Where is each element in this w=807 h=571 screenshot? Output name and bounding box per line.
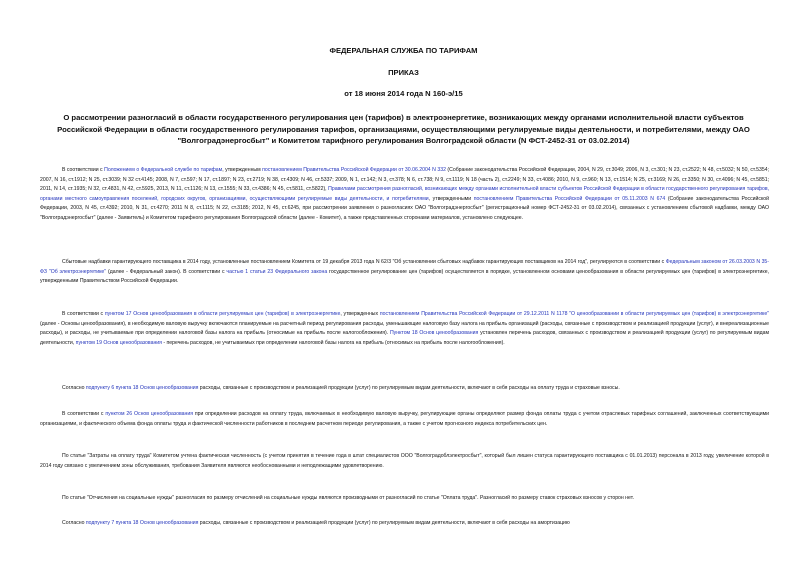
legal-link[interactable]: постановлением Правительства Российской Федерации от 29.12.2011 N 1178 "О ценообразовании в области регулируемых цен (тарифов) в электроэнергетике" (379, 311, 770, 317)
paragraph-text: установлен перечень расходов, связанных с производством и реализацией продукции (услуг) по регулируемым видам деятельности, (40, 330, 769, 346)
legal-link[interactable]: подпункту 7 пункта 18 Основ ценообразования (85, 520, 199, 526)
legal-link[interactable]: Пунктом 18 Основ ценообразования (389, 330, 479, 337)
paragraph-text: - перечень расходов, не учитываемых при определении налоговой базы налога на прибыль (относимых на прибыль после налогообложения). (161, 339, 505, 346)
paragraph-text: (Собрание законодательства Российской Федерации, 2003, N 45, ст.4392; 2010, N 31, ст.4270; 2011 N 8, ст.1115; N 22, ст.3185; 2012, N 45, ст.6245, при рассмотрении заявления о разногласиях ОАО "Волгоградэнергосбыт" (регистрационный номер ФСТ-2452-31 от 03.02.2014), связанных с установлением сбытовой надбавки, между ОАО "Волгоградэнергосбыт" (далее - Заявитель) и Комитетом тарифного регулирования Волгоградской области (далее - Комитет), а также представленных сторонами материалов, установлено следующее. (40, 195, 770, 221)
legal-link[interactable]: подпункту 6 пункта 18 Основ ценообразования (85, 385, 199, 391)
paragraph (40, 310, 769, 348)
paragraph-text: Сбытовые надбавки гарантирующего поставщика в 2014 году, установленные постановлением Комитета от 19 декабря 2013 года N 62/3 "Об установлении сбытовых надбавок гарантирующих поставщиков на 2014 год", регулируются в соответствии с (62, 259, 666, 265)
paragraph-text: , утвержденных (340, 311, 380, 317)
paragraph-text: расходы, связанные с производством и реализацией продукции (услуг) по регулируемым видам деятельности, включают в себя расходы на оплату труда и страховые взносы. (198, 385, 620, 391)
paragraph-text: при определении расходов на оплату труда, включаемых в необходимую валовую выручку, регулирующие органы определяют размер фонда оплаты труда с учетом отраслевых тарифных соглашений, заключенных соответствующими организациями, и фактического объема фонда оплаты труда и фактической численности работников в последнем расчетном периоде регулирования, а также с учетом прогнозного индекса потребительских цен. (40, 411, 769, 427)
paragraph-text: По статье "Отчисления на социальные нужды" разногласия по размеру отчислений на социальные нужды являются производными от разногласий по статье "Оплата труда". Разногласий по размеру ставок страховых взносов у сторон нет. (62, 495, 634, 501)
legal-link[interactable]: постановлением Правительства Российской Федерации от 30.06.2004 N 332 (262, 167, 446, 173)
paragraph-text: В соответствии с (62, 411, 106, 417)
document-type: ПРИКАЗ (388, 68, 419, 77)
legal-link[interactable]: пунктом 19 Основ ценообразования (75, 339, 162, 346)
paragraph (40, 519, 769, 529)
paragraph-text: По статье "Затраты на оплату труда" Комитетом учтена фактическая численность (с учетом принятия в течение года в штат специалистов ООО "Волгоградоблэлектросбыт", который был лишен статуса гарантирующего поставщика с 01.01.2013) персонала в 2013 году, увеличение которой в 2014 году связано с увеличением зоны обслуживания, требования Заявителя являются необоснованными и неподлежащими удовлетворению. (40, 453, 769, 469)
paragraph (40, 384, 769, 394)
paragraph (40, 166, 769, 224)
paragraph-text: (далее - Основы ценообразования), в необходимую валовую выручку включаются планируемые на расчетный период регулирования расходы, уменьшающие налоговую базу налога на прибыль организаций (расходы, связанные с производством и реализацией продукции (услуг), и внереализационные расходы), и расходы, не учитываемые при определении налоговой базы налога на прибыль (относимые на прибыль после налогообложения). (40, 320, 769, 337)
paragraph-text: (далее - Федеральный закон). В соответствии с (106, 268, 227, 275)
paragraph (40, 410, 769, 429)
paragraph-text: , утвержденным (222, 167, 263, 173)
legal-link[interactable]: Федеральным законом от 26.03.2003 N 35-ФЗ "Об электроэнергетике" (40, 259, 769, 275)
agency-title: ФЕДЕРАЛЬНАЯ СЛУЖБА ПО ТАРИФАМ (329, 46, 478, 55)
legal-link[interactable]: постановлением Правительства Российской Федерации от 05.11.2003 N 674 (473, 195, 666, 202)
paragraph (40, 494, 769, 504)
document-date-number: от 18 июня 2014 года N 160-э/15 (344, 89, 463, 98)
document-subject: О рассмотрении разногласий в области государственного регулирования цен (тарифов) в электроэнергетике, возникающих между органами исполнительной власти субъектов Российской Федерации в области государственного регулирования тарифов, организациями, осуществляющими регулируемые виды деятельности, и потребителями, между ОАО "Волгоградэнергосбыт" и Комитетом тарифного регулирования Волгоградской области (N ФСТ-2452-31 от 03.02.2014) (57, 113, 750, 146)
paragraph-text: В соответствии с (62, 167, 105, 173)
paragraph-text: , утвержденными (428, 195, 474, 202)
paragraph-text: расходы, связанные с производством и реализацией продукции (услуг) по регулируемым видам деятельности, включают в себя расходы на амортизацию (198, 520, 570, 526)
paragraph-text: государственное регулирование цен (тарифов) осуществляется в порядке, установленном основами ценообразования в области регулируемых цен (тарифов) в электроэнергетике, утвержденными Правительством Российской Федерации. (40, 268, 769, 285)
legal-link[interactable]: пунктом 26 Основ ценообразования (105, 411, 193, 417)
paragraph-text: В соответствии с (62, 311, 105, 317)
paragraph (40, 452, 769, 471)
paragraph-text: Согласно (62, 385, 86, 391)
legal-link[interactable]: Положением о Федеральной службе по тарифам (104, 167, 223, 173)
paragraph (40, 258, 769, 287)
paragraph-text: Согласно (62, 520, 86, 526)
legal-link[interactable]: Правилами рассмотрения разногласий, возникающих между органами исполнительной власти субъектов Российской Федерации в области государственного регулирования тарифов, органами местного самоуправления поселений, городских округов, организациями, осуществляющими регулируемые виды деятельности, и потребителями (40, 186, 769, 202)
legal-link[interactable]: пунктом 17 Основ ценообразования в области регулируемых цен (тарифов) в электроэнергетике (104, 311, 341, 317)
paragraph-text: (Собрание законодательства Российской Федерации, 2004, N 29, ст.3049; 2006, N 3, ст.301; N 23, ст.2522; N 48, ст.5032; N 50, ст.5354; 2007, N 16, ст.1912; N 25, ст.3039; N 32 ст.4145; 2008, N 7, ст.597; N 17, ст.1897; N 23, ст.2719; N 38, ст.4309; N 46, ст.5337; 2009, N 1, ст.142; N 3, ст.378; N 6, ст.738; N 9, ст.1119; N 18 (часть 2), ст.2249; N 33, ст.4086; 2010, N 9, ст.960; N 13, ст.1514; N 25, ст.3169; N 26, ст.3350; N 30, ст.4096; N 45, ст.5851; 2011, N 14, ст.1935; N 32, ст.4831, N 42, ст.5925, 2013, N 11, ст.1126; N 13, ст.1555; N 33, ст.4386; N 45, ст.5811, ст.5822), (40, 167, 769, 193)
legal-link[interactable]: частью 1 статьи 23 Федерального закона (226, 268, 328, 275)
